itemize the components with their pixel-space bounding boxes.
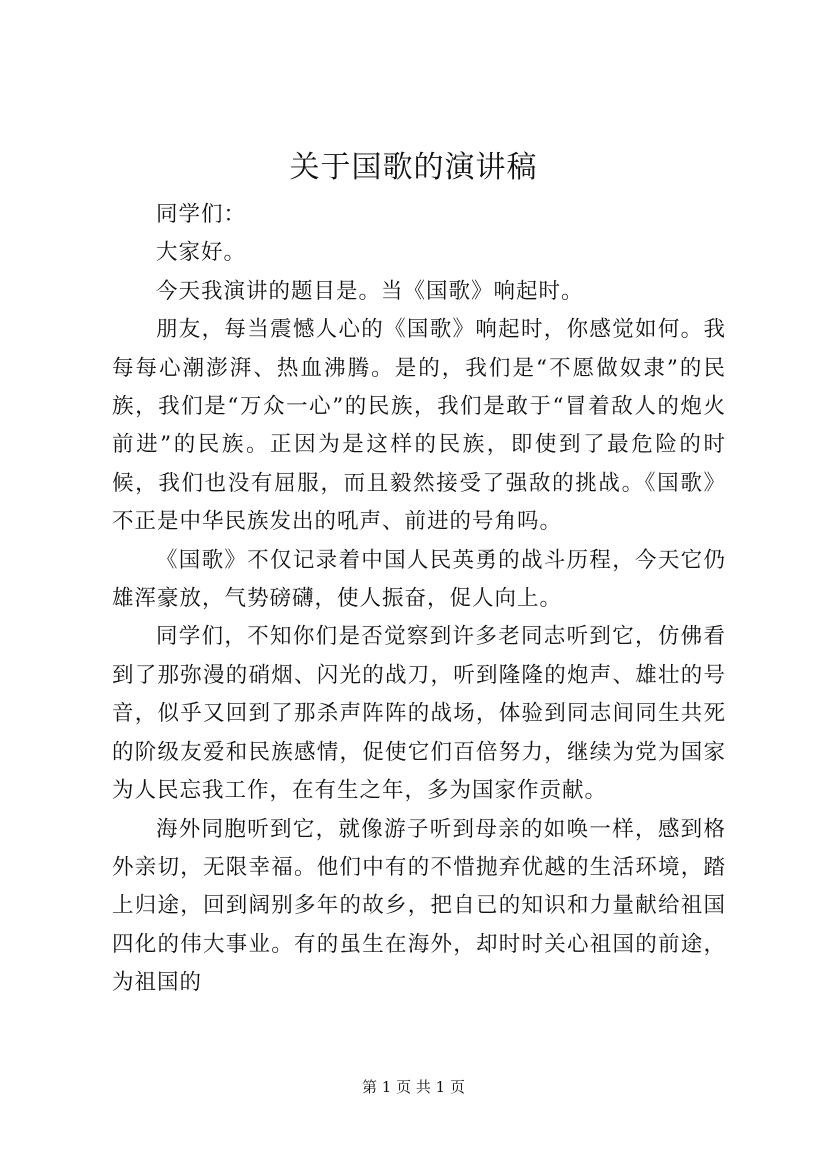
paragraph: 海外同胞听到它，就像游子听到母亲的如唤一样，感到格外亲切，无限幸福。他们中有的不惜抛弃优越的生活环境，踏上归途，回到阔别多年的故乡，把自已的知识和力量献给祖国四化的伟大事业。有的虽生在海外，却时时关心祖国的前途，为祖国的 [112, 816, 726, 996]
paragraph: 朋友，每当震憾人心的《国歌》响起时，你感觉如何。我每每心潮澎湃、热血沸腾。是的，我们是“不愿做奴隶”的民族，我们是“万众一心”的民族，我们是敢于“冒着敌人的炮火前进”的民族。正因为是这样的民族，即使到了最危险的时候，我们也没有屈服，而且毅然接受了强敌的挑战。《国歌》不正是中华民族发出的吼声、前进的号角吗。 [112, 317, 726, 535]
paragraph: 同学们，不知你们是否觉察到许多老同志听到它，仿佛看到了那弥漫的硝烟、闪光的战刀，听到隆隆的炮声、雄壮的号音，似乎又回到了那杀声阵阵的战场，体验到同志间同生共死的阶级友爱和民族感情，促使它们百倍努力，继续为党为国家为人民忘我工作，在有生之年，多为国家作贡献。 [112, 624, 726, 804]
document-body [112, 196, 726, 1003]
paragraph: 《国歌》不仅记录着中国人民英勇的战斗历程，今天它仍雄浑豪放，气势磅礴，使人振奋，促人向上。 [112, 547, 726, 612]
page-title: 关于国歌的演讲稿 [289, 150, 538, 185]
page-footer: 第 1 页 共 1 页 [362, 1078, 465, 1096]
paragraph-topic: 今天我演讲的题目是。当《国歌》响起时。 [156, 278, 584, 304]
paragraph-greeting: 同学们： [156, 202, 247, 227]
paragraph-salutation: 大家好。 [156, 240, 247, 266]
